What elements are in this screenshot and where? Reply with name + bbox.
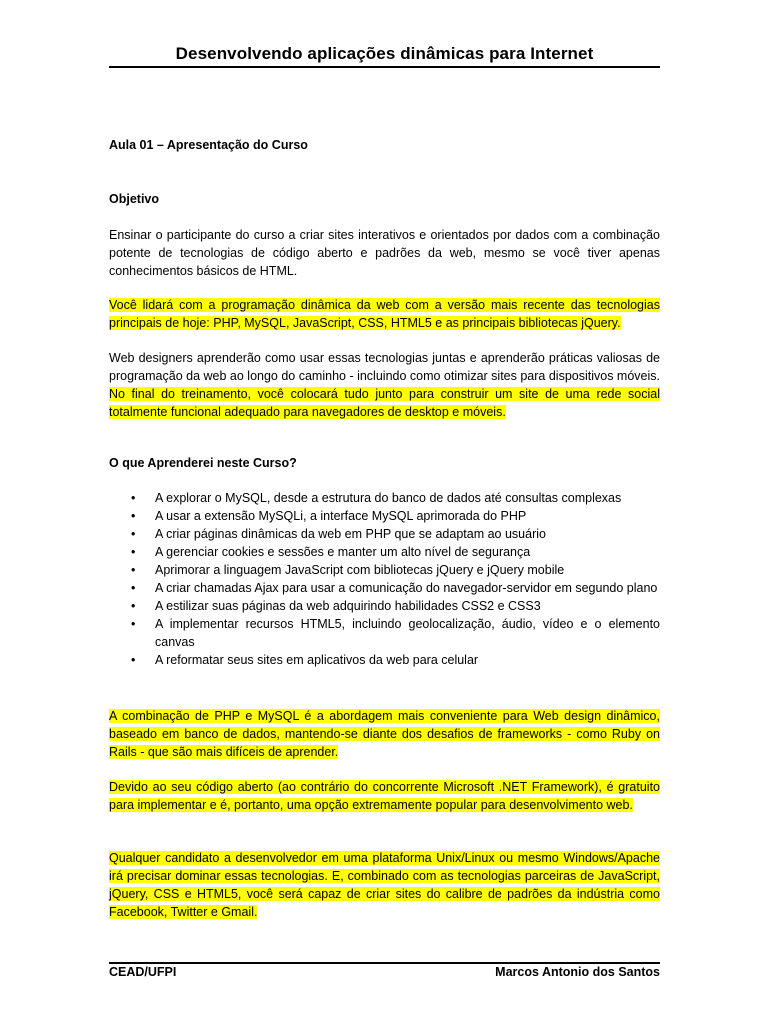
list-item — [109, 525, 660, 543]
highlight-text: Devido ao seu código aberto (ao contrário do concorrente Microsoft .NET Framework), é gratuito para implementar e é, portanto, uma opção extremamente popular para desenvolvimento web. — [109, 780, 660, 812]
bullet-icon: • — [131, 581, 136, 595]
developer-paragraph — [109, 849, 660, 921]
bullet-icon: • — [131, 617, 136, 631]
objective-heading: Objetivo — [109, 192, 160, 206]
bullet-icon: • — [131, 509, 136, 523]
open-source-paragraph — [109, 778, 660, 814]
list-item-text: A explorar o MySQL, desde a estrutura do banco de dados até consultas complexas — [155, 491, 622, 505]
bullet-icon: • — [131, 545, 136, 559]
list-item-text: A criar páginas dinâmicas da web em PHP que se adaptam ao usuário — [155, 527, 546, 541]
bullet-icon: • — [131, 563, 136, 577]
bullet-icon: • — [131, 599, 136, 613]
list-item-text: A gerenciar cookies e sessões e manter um alto nível de segurança — [155, 545, 531, 559]
php-mysql-paragraph — [109, 707, 660, 761]
plain-text: Web designers aprenderão como usar essas tecnologias juntas e aprenderão práticas valiosas de programação da web ao longo do caminho - incluindo como otimizar sites para dispositivos móveis. — [109, 351, 660, 383]
footer-institution: CEAD/UFPI — [109, 965, 177, 979]
web-designers-paragraph — [109, 349, 660, 421]
highlight-text: A combinação de PHP e MySQL é a abordagem mais conveniente para Web design dinâmico, baseado em banco de dados, mantendo-se diante dos desafios de frameworks - como Ruby on Rails - que são mais difíceis de aprender. — [109, 709, 660, 759]
list-item-text: A reformatar seus sites em aplicativos da web para celular — [155, 653, 479, 667]
list-item-text: A implementar recursos HTML5, incluindo geolocalização, áudio, vídeo e o elemento canvas — [155, 617, 660, 649]
highlighted-paragraph — [109, 296, 660, 332]
learn-heading: O que Aprenderei neste Curso? — [109, 456, 297, 470]
list-item-text: A estilizar suas páginas da web adquirindo habilidades CSS2 e CSS3 — [155, 599, 541, 613]
list-item — [109, 489, 660, 507]
list-item — [109, 543, 660, 561]
list-item — [109, 561, 660, 579]
list-item-text: A criar chamadas Ajax para usar a comunicação do navegador-servidor em segundo plano — [155, 581, 658, 595]
highlight-text: Você lidará com a programação dinâmica da web com a versão mais recente das tecnologias principais de hoje: PHP, MySQL, JavaScript, CSS, HTML5 e as principais bibliotecas jQuery. — [109, 298, 660, 330]
objective-paragraph: Ensinar o participante do curso a criar sites interativos e orientados por dados com a combinação potente de tecnologias de código aberto e padrões da web, mesmo se você tiver apenas conhecimentos básicos de HTML. — [109, 228, 660, 278]
list-item-text: Aprimorar a linguagem JavaScript com bibliotecas jQuery e jQuery mobile — [155, 563, 565, 577]
bullet-icon: • — [131, 527, 136, 541]
list-item — [109, 579, 660, 597]
list-item-text: A usar a extensão MySQLi, a interface MySQL aprimorada do PHP — [155, 509, 527, 523]
learning-list — [109, 489, 660, 669]
list-item — [109, 651, 660, 669]
bullet-icon: • — [131, 491, 136, 505]
lesson-title: Aula 01 – Apresentação do Curso — [109, 138, 308, 152]
header-divider — [109, 66, 660, 68]
footer-divider — [109, 962, 660, 964]
highlight-text: No final do treinamento, você colocará tudo junto para construir um site de uma rede social totalmente funcional adequado para navegadores de desktop e móveis. — [109, 387, 660, 419]
list-item — [109, 615, 660, 651]
page-header-title: Desenvolvendo aplicações dinâmicas para Internet — [175, 44, 594, 63]
list-item — [109, 597, 660, 615]
bullet-icon: • — [131, 653, 136, 667]
footer-author: Marcos Antonio dos Santos — [495, 965, 660, 979]
highlight-text: Qualquer candidato a desenvolvedor em uma plataforma Unix/Linux ou mesmo Windows/Apache irá precisar dominar essas tecnologias. E, combinado com as tecnologias parceiras de JavaScript, jQuery, CSS e HTML5, você será capaz de criar sites do calibre de padrões da indústria como Facebook, Twitter e Gmail. — [109, 851, 660, 919]
list-item — [109, 507, 660, 525]
